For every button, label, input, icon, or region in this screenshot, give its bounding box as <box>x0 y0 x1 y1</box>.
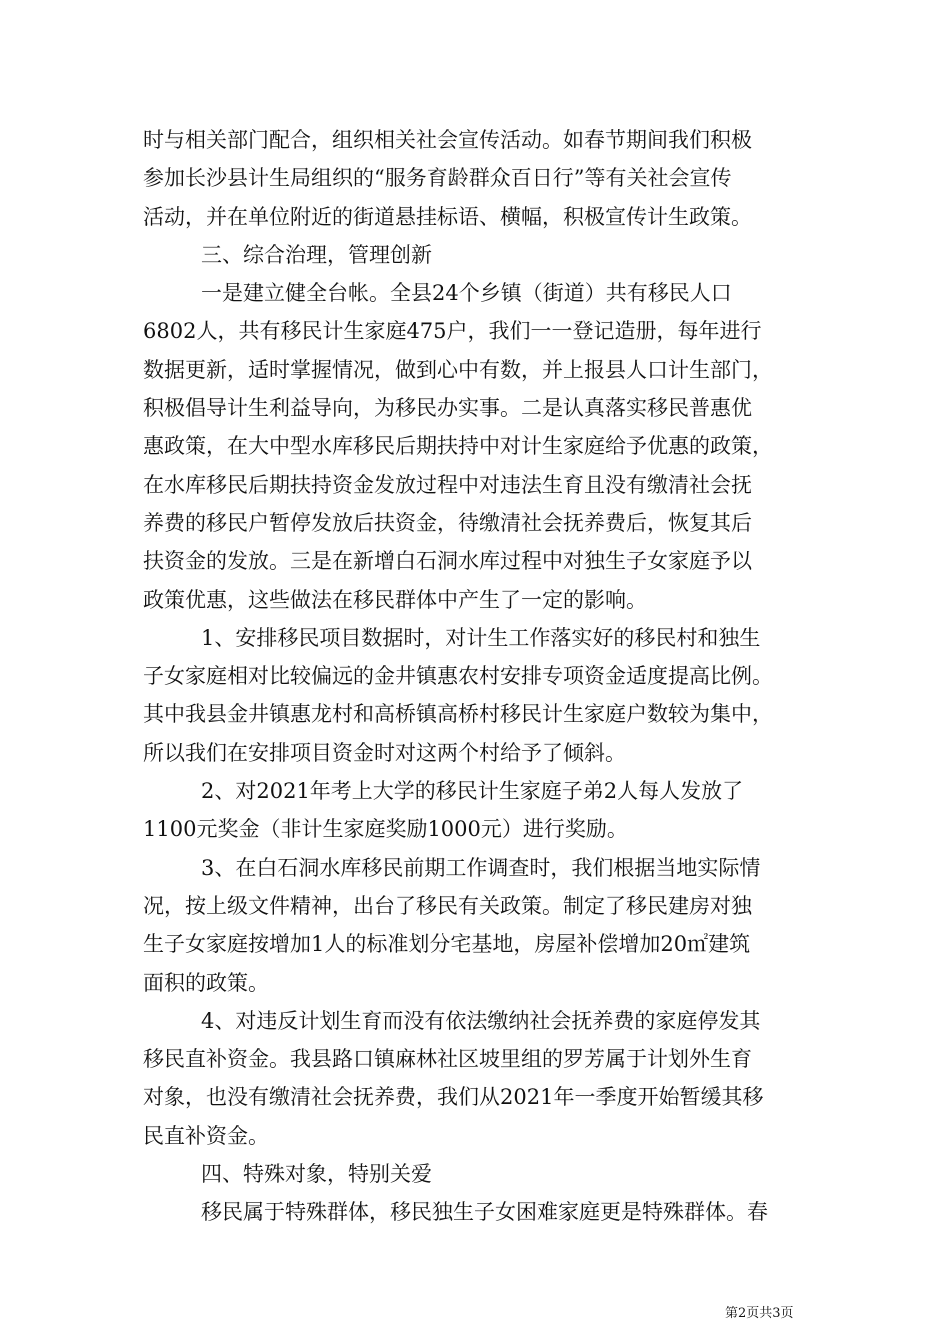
text-line: 一是建立健全台帐。全县24个乡镇（街道）共有移民人口 <box>201 281 732 306</box>
text-line: 况，按上级文件精神，出台了移民有关政策。制定了移民建房对独 <box>143 893 752 918</box>
text-line: 积极倡导计生利益导向，为移民办实事。二是认真落实移民普惠优 <box>143 396 752 421</box>
text-line: 1100元奖金（非计生家庭奖励1000元）进行奖励。 <box>143 817 628 842</box>
page-number: 第2页共3页 <box>725 1306 794 1321</box>
text-line: 活动，并在单位附近的街道悬挂标语、横幅，积极宣传计生政策。 <box>143 204 752 229</box>
text-line: 对象，也没有缴清社会抚养费，我们从2021年一季度开始暂缓其移 <box>143 1085 764 1110</box>
text-line: 4、对违反计划生育而没有依法缴纳社会抚养费的家庭停发其 <box>201 1008 761 1033</box>
text-line: 2、对2021年考上大学的移民计生家庭子弟2人每人发放了 <box>201 779 744 804</box>
text-line: 扶资金的发放。三是在新增白石洞水库过程中对独生子女家庭予以 <box>143 549 752 574</box>
text-line: 政策优惠，这些做法在移民群体中产生了一定的影响。 <box>143 587 647 612</box>
text-line: 面积的政策。 <box>143 970 269 995</box>
text-line: 移民直补资金。我县路口镇麻林社区坡里组的罗芳属于计划外生育 <box>143 1047 752 1072</box>
text-line: 民直补资金。 <box>143 1123 269 1148</box>
text-line: 时与相关部门配合，组织相关社会宣传活动。如春节期间我们积极 <box>143 128 752 152</box>
text-line: 3、在白石洞水库移民前期工作调查时，我们根据当地实际情 <box>201 855 761 880</box>
text-line: 三、综合治理，管理创新 <box>201 242 432 267</box>
text-line: 子女家庭相对比较偏远的金井镇惠农村安排专项资金适度提高比例。 <box>143 664 773 689</box>
text-line: 6802人，共有移民计生家庭475户，我们一一登记造册，每年进行 <box>143 319 762 344</box>
text-line: 生子女家庭按增加1人的标准划分宅基地，房屋补偿增加20㎡建筑 <box>143 932 751 957</box>
text-line: 其中我县金井镇惠龙村和高桥镇高桥村移民计生家庭户数较为集中， <box>143 702 773 727</box>
text-line: 所以我们在安排项目资金时对这两个村给予了倾斜。 <box>143 740 626 765</box>
text-line: 在水库移民后期扶持资金发放过程中对违法生育且没有缴清社会抚 <box>143 472 752 497</box>
text-line: 惠政策，在大中型水库移民后期扶持中对计生家庭给予优惠的政策， <box>143 434 773 459</box>
document-body <box>143 121 813 1232</box>
text-line: 四、特殊对象，特别关爱 <box>201 1162 432 1187</box>
text-line: 移民属于特殊群体，移民独生子女困难家庭更是特殊群体。春 <box>201 1200 768 1225</box>
text-line: 参加长沙县计生局组织的“服务育龄群众百日行”等有关社会宣传 <box>143 166 732 191</box>
text-line: 1、安排移民项目数据时，对计生工作落实好的移民村和独生 <box>201 625 761 650</box>
text-line: 数据更新，适时掌握情况，做到心中有数，并上报县人口计生部门， <box>143 357 773 382</box>
text-line: 养费的移民户暂停发放后扶资金，待缴清社会抚养费后，恢复其后 <box>143 510 752 535</box>
